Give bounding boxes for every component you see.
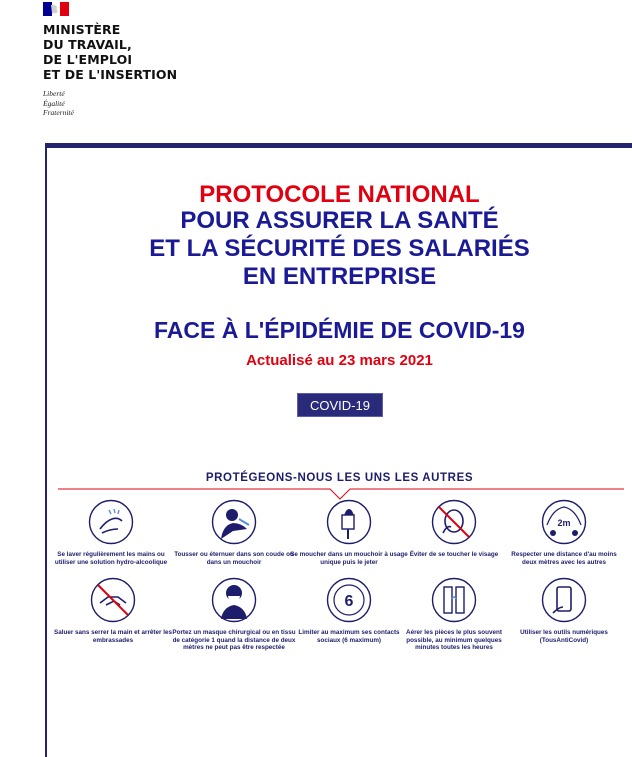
caption-hand-washing: Se laver régulièrement les mains ou utiliser une solution hydro-alcoolique	[54, 551, 168, 566]
caption-cough: Tousser ou éternuer dans son coude ou dans un mouchoir	[174, 551, 294, 566]
six-contacts-icon	[326, 577, 372, 623]
tissue-icon	[326, 499, 372, 545]
svg-text:2m: 2m	[557, 518, 571, 528]
ministry-name	[43, 22, 177, 82]
no-face-touch-icon	[431, 499, 477, 545]
ventilation-icon	[431, 577, 477, 623]
protect-heading: PROTÉGEONS-NOUS LES UNS LES AUTRES	[205, 472, 474, 484]
phone-app-icon	[541, 577, 587, 623]
caption-contacts: Limiter au maximum ses contacts sociaux (6 maximum)	[298, 629, 400, 644]
distance-2m-icon	[541, 499, 587, 545]
ministry-line: DU TRAVAIL,	[43, 37, 132, 52]
title-line: ET LA SÉCURITÉ DES SALARIÉS	[149, 235, 530, 262]
caption-phone-app: Utiliser les outils numériques (TousAntiCovid)	[520, 629, 608, 644]
update-date: Actualisé au 23 mars 2021	[246, 352, 433, 369]
republic-motto	[43, 89, 74, 118]
caption-no-face-touch: Éviter de se toucher le visage	[409, 551, 499, 558]
title-line: POUR ASSURER LA SANTÉ	[180, 207, 499, 234]
subtitle-covid: FACE À L'ÉPIDÉMIE DE COVID-19	[154, 317, 525, 343]
no-handshake-icon	[90, 577, 136, 623]
frame-top-border	[45, 143, 632, 148]
cough-elbow-icon	[211, 499, 257, 545]
caption-distance: Respecter une distance d'au moins deux mètres avec les autres	[511, 551, 617, 566]
mask-icon	[211, 577, 257, 623]
title-line-red: PROTOCOLE NATIONAL	[199, 181, 480, 208]
caption-ventilation: Aérer les pièces le plus souvent possible, au minimum quelques minutes toutes les heures	[406, 629, 502, 652]
ministry-line: MINISTÈRE	[43, 22, 121, 37]
covid-badge: COVID-19	[297, 393, 383, 417]
caption-no-handshake: Saluer sans serrer la main et arrêter les embrassades	[54, 629, 172, 644]
title-block	[47, 207, 632, 291]
ministry-line: ET DE L'INSERTION	[43, 67, 178, 82]
marianne-flag-icon	[43, 2, 69, 16]
caption-mask: Portez un masque chirurgical ou en tissu de catégorie 1 quand la distance de deux mètres ne peut pas être respectée	[172, 629, 296, 652]
ministry-line: DE L'EMPLOI	[43, 52, 133, 67]
title-line: EN ENTREPRISE	[242, 263, 437, 290]
motto-line: Égalité	[43, 98, 65, 108]
motto-line: Fraternité	[43, 108, 74, 117]
contacts-number: 6	[344, 593, 354, 610]
motto-line: Liberté	[43, 89, 65, 98]
hand-washing-icon	[88, 499, 134, 545]
caption-tissue: Se moucher dans un mouchoir à usage unique puis le jeter	[290, 551, 408, 566]
